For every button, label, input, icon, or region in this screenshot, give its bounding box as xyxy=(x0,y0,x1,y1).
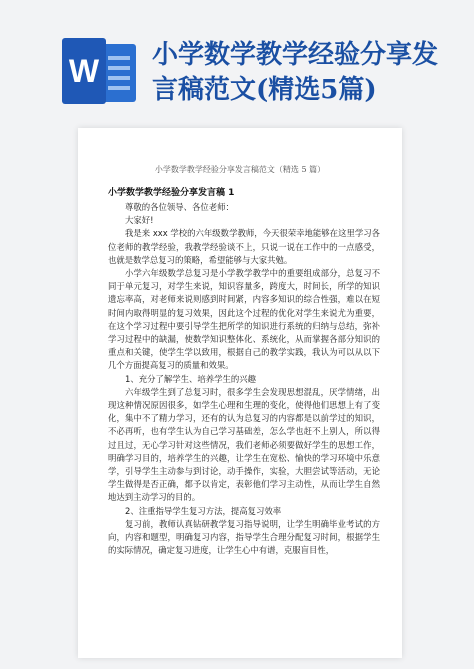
subheading-2: 2、注重指导学生复习方法，提高复习效率 xyxy=(125,505,282,516)
paragraph-section-1: 六年级学生到了总复习时，很多学生会发现思想混乱，厌学情绪，出现这种情况原因很多，如学生心理和生理的变化，使得他们思想上有了变化，集中不了精力学习，还有的认为总复习的内容都是以前学过的知识，不必再听，也有学生认为自己学习基础差，怎么学也赶不上别人，所以得过且过，无心学习针对这些情况，我们老师必须要做好学生的思想工作，明确学习目的，培养学生的兴趣，让学生在宽松、愉快的学习环境中乐意学，引导学生主动参与到讨论，动手操作，实验，大胆尝试等活动，无论学生做得是否正确，都予以肯定，表彰他们学习主动性，从而让学生自然地达到主动学习的目的。 xyxy=(108,386,380,503)
page-title: 小学数学教学经验分享发言稿范文(精选5篇) xyxy=(152,40,439,105)
paragraph-intro: 我是来 xxx 学校的六年级数学教师，今天很荣幸地能够在这里学习各位老师的教学经验，我教学经验谈不上，只说一说在工作中的一点感受，也就是数学总复习的策略，希望能够与大家共勉。 xyxy=(108,228,380,265)
paragraph-overview: 小学六年级数学总复习是小学教学教学中的重要组成部分，总复习不同于单元复习，对学生来说，知识容量多，跨度大，时间长，所学的知识遗忘率高，对老师来说则感到时间紧，内容多知识的综合性强，难以在短时间内取得明显的复习效果，因此这个过程的优化对学生来说尤为重要，在这个学习过程中要引导学生把所学的知识进行系统的归纳与总结，弥补学习过程中的缺漏，使数学知识整体化、系统化，从而掌握各部分知识的重点和关键，使学生学以致用，根据自己的教学实践，我认为可以从以下几个方面提高复习的质量和效果。 xyxy=(108,268,380,371)
subheading-1: 1、充分了解学生、培养学生的兴趣 xyxy=(125,373,256,384)
section-heading: 小学数学教学经验分享发言稿 1 xyxy=(108,188,235,198)
title-banner xyxy=(0,0,474,118)
running-header: 小学数学教学经验分享发言稿范文（精选 5 篇） xyxy=(154,165,326,174)
word-icon-letter: W xyxy=(62,38,106,104)
paragraph-section-2: 复习前，教师认真钻研教学复习指导说明，让学生明确毕业考试的方向，内容和题型，明确复习内容，指导学生合理分配复习时间，根据学生的实际情况，确定复习进度，让学生心中有谱，克服盲目性， xyxy=(108,518,380,556)
document-page xyxy=(78,128,402,658)
word-icon xyxy=(62,38,138,104)
paragraph-greeting: 大家好! xyxy=(125,215,154,226)
document-body xyxy=(108,186,380,557)
paragraph-salutation: 尊敬的各位领导、各位老师： xyxy=(125,202,234,212)
